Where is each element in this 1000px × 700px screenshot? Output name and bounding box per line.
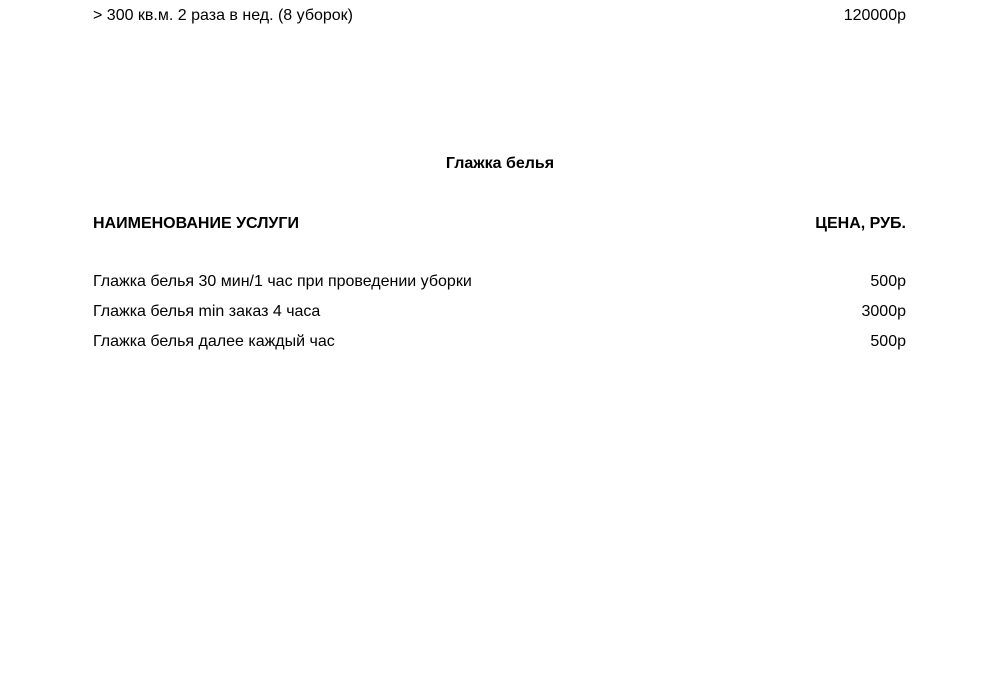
price-row [93, 6, 906, 26]
service-price: 120000р [843, 7, 906, 24]
service-name: Глажка белья 30 мин/1 час при проведении уборки [93, 273, 472, 290]
table-header [93, 214, 906, 234]
service-price: 3000р [861, 303, 906, 320]
service-price: 500р [870, 333, 906, 350]
service-name: > 300 кв.м. 2 раза в нед. (8 уборок) [93, 7, 353, 24]
price-row [93, 272, 906, 292]
service-name: Глажка белья min заказ 4 часа [93, 303, 321, 320]
column-header-price: ЦЕНА, РУБ. [815, 215, 906, 232]
price-row [93, 302, 906, 322]
section-title: Глажка белья [445, 155, 555, 172]
price-row [93, 332, 906, 352]
service-name: Глажка белья далее каждый час [93, 333, 335, 350]
service-price: 500р [870, 273, 906, 290]
column-header-service: НАИМЕНОВАНИЕ УСЛУГИ [93, 215, 299, 232]
